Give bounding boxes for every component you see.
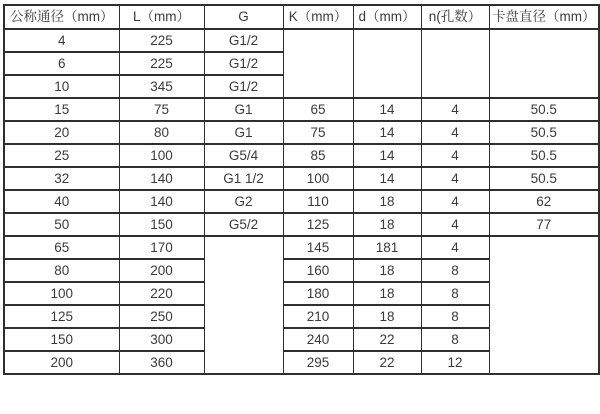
cell: 18 bbox=[353, 282, 421, 305]
cell: 50 bbox=[4, 213, 119, 236]
cell: 8 bbox=[421, 259, 489, 282]
cell: 110 bbox=[283, 190, 353, 213]
cell: 77 bbox=[489, 213, 599, 236]
cell: 180 bbox=[283, 282, 353, 305]
cell: 75 bbox=[119, 98, 204, 121]
column-header-d: d（mm） bbox=[353, 5, 421, 29]
column-header-l: L（mm） bbox=[119, 5, 204, 29]
cell: 40 bbox=[4, 190, 119, 213]
cell: 15 bbox=[4, 98, 119, 121]
cell: 140 bbox=[119, 190, 204, 213]
cell: 360 bbox=[119, 351, 204, 374]
cell: 295 bbox=[283, 351, 353, 374]
cell: 345 bbox=[119, 75, 204, 98]
cell: 14 bbox=[353, 98, 421, 121]
cell: 65 bbox=[4, 236, 119, 259]
cell: 4 bbox=[421, 121, 489, 144]
cell: 240 bbox=[283, 328, 353, 351]
table-row bbox=[4, 213, 599, 236]
cell: 14 bbox=[353, 167, 421, 190]
cell: 4 bbox=[421, 98, 489, 121]
cell: 8 bbox=[421, 328, 489, 351]
cell: G1 bbox=[204, 121, 283, 144]
merged-empty-cell bbox=[353, 29, 421, 98]
cell: 62 bbox=[489, 190, 599, 213]
cell: G1 1/2 bbox=[204, 167, 283, 190]
cell: 4 bbox=[421, 190, 489, 213]
cell: 210 bbox=[283, 305, 353, 328]
cell: 250 bbox=[119, 305, 204, 328]
cell: 20 bbox=[4, 121, 119, 144]
cell: 225 bbox=[119, 29, 204, 52]
merged-empty-cell bbox=[421, 29, 489, 98]
cell: 220 bbox=[119, 282, 204, 305]
table-row bbox=[4, 29, 599, 52]
cell: 18 bbox=[353, 259, 421, 282]
cell: 32 bbox=[4, 167, 119, 190]
cell: 50.5 bbox=[489, 121, 599, 144]
cell: G1 bbox=[204, 98, 283, 121]
column-header-chuck-diameter: 卡盘直径（mm） bbox=[489, 5, 599, 29]
table-row bbox=[4, 167, 599, 190]
cell: 8 bbox=[421, 282, 489, 305]
cell: G1/2 bbox=[204, 75, 283, 98]
cell: 50.5 bbox=[489, 98, 599, 121]
cell: 10 bbox=[4, 75, 119, 98]
cell: 160 bbox=[283, 259, 353, 282]
cell: 8 bbox=[421, 305, 489, 328]
cell: 18 bbox=[353, 213, 421, 236]
cell: 85 bbox=[283, 144, 353, 167]
table-row bbox=[4, 190, 599, 213]
cell: 80 bbox=[4, 259, 119, 282]
column-header-n-holes: n(孔数） bbox=[421, 5, 489, 29]
cell: 50.5 bbox=[489, 167, 599, 190]
cell: G2 bbox=[204, 190, 283, 213]
column-header-g: G bbox=[204, 5, 283, 29]
cell: 300 bbox=[119, 328, 204, 351]
cell: G1/2 bbox=[204, 29, 283, 52]
cell: 170 bbox=[119, 236, 204, 259]
table-row bbox=[4, 144, 599, 167]
cell: 200 bbox=[4, 351, 119, 374]
cell: 100 bbox=[283, 167, 353, 190]
cell: 100 bbox=[119, 144, 204, 167]
cell: 50.5 bbox=[489, 144, 599, 167]
cell: 200 bbox=[119, 259, 204, 282]
cell: 4 bbox=[421, 167, 489, 190]
header-row bbox=[4, 5, 599, 29]
table-row bbox=[4, 121, 599, 144]
cell: 125 bbox=[283, 213, 353, 236]
dimension-spec-table bbox=[3, 4, 600, 375]
merged-empty-cell bbox=[204, 236, 283, 374]
cell: 65 bbox=[283, 98, 353, 121]
cell: 4 bbox=[4, 29, 119, 52]
cell: 181 bbox=[353, 236, 421, 259]
cell: 18 bbox=[353, 305, 421, 328]
cell: 125 bbox=[4, 305, 119, 328]
cell: 12 bbox=[421, 351, 489, 374]
cell: G5/4 bbox=[204, 144, 283, 167]
column-header-nominal-diameter: 公称通径（mm） bbox=[4, 5, 119, 29]
merged-empty-cell bbox=[489, 29, 599, 98]
cell: 18 bbox=[353, 190, 421, 213]
cell: 4 bbox=[421, 236, 489, 259]
cell: 150 bbox=[119, 213, 204, 236]
cell: 4 bbox=[421, 213, 489, 236]
cell: 4 bbox=[421, 144, 489, 167]
cell: G1/2 bbox=[204, 52, 283, 75]
merged-empty-cell bbox=[489, 236, 599, 374]
table-row bbox=[4, 236, 599, 259]
cell: 14 bbox=[353, 121, 421, 144]
cell: 22 bbox=[353, 351, 421, 374]
cell: 22 bbox=[353, 328, 421, 351]
column-header-k: K（mm） bbox=[283, 5, 353, 29]
cell: 80 bbox=[119, 121, 204, 144]
cell: 75 bbox=[283, 121, 353, 144]
cell: 100 bbox=[4, 282, 119, 305]
table-row bbox=[4, 98, 599, 121]
cell: 14 bbox=[353, 144, 421, 167]
cell: 145 bbox=[283, 236, 353, 259]
cell: 225 bbox=[119, 52, 204, 75]
merged-empty-cell bbox=[283, 29, 353, 98]
cell: G5/2 bbox=[204, 213, 283, 236]
cell: 150 bbox=[4, 328, 119, 351]
cell: 25 bbox=[4, 144, 119, 167]
cell: 6 bbox=[4, 52, 119, 75]
cell: 140 bbox=[119, 167, 204, 190]
